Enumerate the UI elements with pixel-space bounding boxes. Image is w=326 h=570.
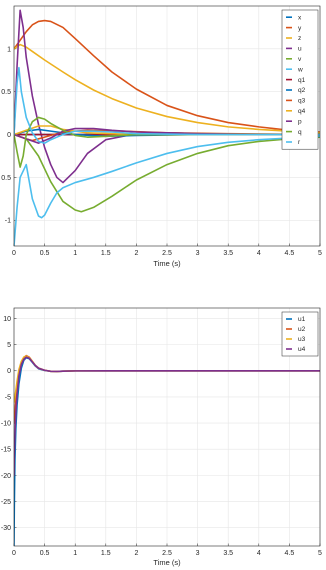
legend-label-r: r: [298, 139, 301, 147]
legend-label-v: v: [298, 56, 302, 63]
x-tick-label: 2.5: [162, 250, 172, 257]
x-tick-label: 2: [134, 250, 139, 257]
x-axis-label: Time (s): [153, 259, 181, 268]
legend-label-y: y: [298, 24, 302, 32]
y-tick-label: 0: [7, 131, 11, 139]
legend-label-q: q: [298, 128, 302, 136]
x-tick-label: 4.5: [284, 550, 295, 557]
x-tick-label: 4: [256, 250, 261, 257]
legend-label-w: w: [298, 66, 303, 74]
legend-label-x: x: [298, 14, 302, 22]
plot-top: [1, 6, 322, 268]
legend-label-u4: u4: [298, 346, 306, 354]
y-tick-label: 1: [7, 46, 11, 54]
legend-label-p: p: [298, 118, 302, 126]
x-tick-label: 0: [12, 250, 16, 257]
plot-bottom: [1, 308, 322, 567]
x-tick-label: 3: [195, 250, 200, 257]
y-tick-label: -1: [4, 217, 11, 225]
x-tick-label: 3.5: [223, 550, 234, 557]
x-tick-label: 1: [73, 550, 78, 557]
x-tick-label: 1: [73, 250, 78, 257]
y-tick-label: -5: [4, 394, 11, 402]
legend-label-q3: q3: [298, 97, 306, 105]
x-tick-label: 3.5: [223, 250, 234, 257]
x-tick-label: 0.5: [39, 250, 50, 257]
legend-label-q1: q1: [298, 76, 306, 84]
y-tick-label: 10: [3, 315, 11, 323]
x-axis-label: Time (s): [153, 558, 181, 567]
legend-label-z: z: [298, 35, 302, 43]
y-tick-label: -30: [0, 525, 11, 533]
x-tick-label: 0.5: [39, 550, 50, 557]
x-tick-label: 4.5: [284, 250, 295, 257]
x-tick-label: 0: [12, 550, 16, 557]
x-tick-label: 1.5: [100, 250, 111, 257]
x-tick-label: 5: [318, 250, 322, 257]
x-tick-label: 5: [318, 550, 322, 557]
x-tick-label: 1.5: [100, 550, 111, 557]
x-tick-label: 4: [256, 550, 261, 557]
y-tick-label: 0.5: [1, 89, 11, 97]
legend-label-u: u: [298, 45, 302, 53]
x-tick-label: 2: [134, 550, 139, 557]
y-tick-label: -20: [0, 472, 11, 480]
y-tick-label: 5: [7, 342, 11, 350]
y-tick-label: 0: [7, 368, 11, 376]
legend-label-q4: q4: [298, 108, 306, 115]
y-tick-label: -25: [0, 498, 11, 506]
legend-label-u2: u2: [298, 326, 306, 334]
x-tick-label: 2.5: [162, 550, 172, 557]
y-tick-label: -10: [0, 420, 11, 428]
legend-label-u3: u3: [298, 336, 306, 344]
legend-label-u1: u1: [298, 316, 306, 324]
y-tick-label: -15: [0, 446, 11, 454]
y-tick-label: 0.5: [1, 174, 11, 182]
x-tick-label: 3: [195, 550, 200, 557]
legend-label-q2: q2: [298, 87, 306, 95]
